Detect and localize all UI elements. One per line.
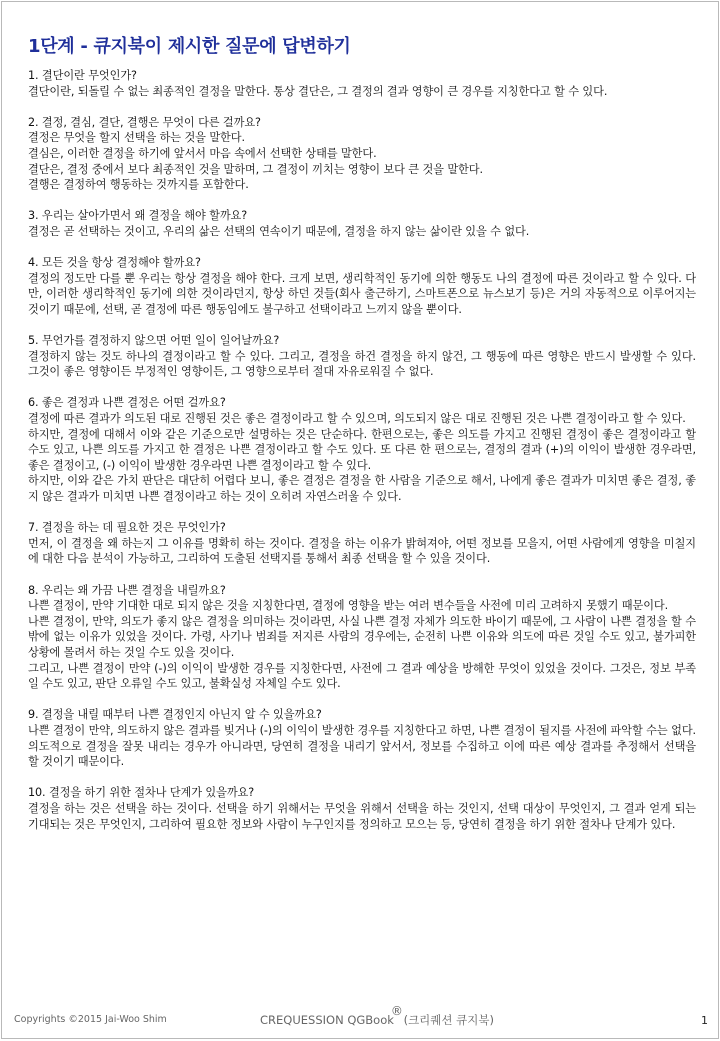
answer-paragraph: 결정하지 않는 것도 하나의 결정이라고 할 수 있다. 그리고, 결정을 하건 결정을 하지 않건, 그 행동에 따른 영향은 반드시 발생할 수 있다. 그것이 좋은 영향이든 부정적인 영향이든, 그 영향으로부터 절대 자유로워질 수 없다. [28, 349, 696, 379]
answer-paragraph: 결행은 결정하여 행동하는 것까지를 포함한다. [28, 178, 249, 192]
registered-mark: ® [390, 1004, 403, 1018]
answer-paragraph: 결정을 하는 것은 선택을 하는 것이다. 선택을 하기 위해서는 무엇을 위해서 선택을 하는 것인지, 선택 대상이 무엇인지, 그 결과 얻게 되는 기대되는 것은 무엇인지, 그리하여 필요한 정보와 사람이 누구인지를 정의하고 모으는 등, 당연히 결정을 하기 위한 절차나 단계가 있다. [28, 801, 696, 831]
answer-paragraph: 결심은, 이러한 결정을 하기에 앞서서 마음 속에서 선택한 상태를 말한다. [28, 146, 377, 160]
qa-item [28, 115, 696, 193]
qa-item [28, 785, 696, 832]
question: 4. 모든 것을 항상 결정해야 할까요? [28, 256, 201, 270]
qa-item [28, 208, 696, 239]
copyright-notice: Copyrights ©2015 Jai-Woo Shim [14, 1014, 167, 1025]
page-title: 1단계 - 큐지북이 제시한 질문에 답변하기 [28, 36, 351, 57]
question: 10. 결정을 하기 위한 절차나 단계가 있을까요? [28, 786, 255, 800]
question: 5. 무언가를 결정하지 않으면 어떤 일이 일어날까요? [28, 334, 280, 348]
answer-paragraph: 나쁜 결정이, 만약 기대한 대로 되지 않은 것을 지칭한다면, 결정에 영향을 받는 여러 변수들을 사전에 미리 고려하지 못했기 때문이다. [28, 599, 669, 613]
document-page [1, 1, 719, 1039]
qa-list [28, 68, 696, 848]
qa-item [28, 707, 696, 769]
answer-paragraph: 결단은, 결정 중에서 보다 최종적인 것을 말하며, 그 결정이 끼치는 영향이 보다 큰 것을 말한다. [28, 162, 483, 176]
qa-item [28, 583, 696, 692]
question: 2. 결정, 결심, 결단, 결행은 무엇이 다른 걸까요? [28, 115, 261, 129]
qa-item [28, 255, 696, 317]
qa-item [28, 520, 696, 567]
answer-paragraph: 나쁜 결정이, 만약, 의도가 좋지 않은 결정을 의미하는 것이라면, 사실 나쁜 결정 자체가 의도한 바이기 때문에, 그 사람이 나쁜 결정을 할 수 밖에 없는 이유가 있었을 것이다. 가령, 사기나 범죄를 저지른 사람의 경우에는, 순전히 나쁜 이유와 의도에 따른 것일 수도 있고, 불가피한 상황에 몰려서 하는 것일 수도 있을 것이다. [28, 614, 696, 659]
answer-paragraph: 결정의 정도만 다를 뿐 우리는 항상 결정을 해야 한다. 크게 보면, 생리학적인 동기에 의한 행동도 나의 결정에 따른 것이라고 할 수 있다. 다만, 이러한 생리학적인 동기에 의한 것이라던지, 항상 하던 것들(회사 출근하기, 스마트폰으로 뉴스보기 등)은 거의 자동적으로 이루어지는 것이기 때문에, 선택, 곧 결정에 따른 행동임에도 불구하고 선택이라고 느끼지 않을 뿐이다. [28, 271, 696, 316]
brand-korean: (크리퀘션 큐지북) [399, 1013, 494, 1027]
question: 1. 결단이란 무엇인가? [28, 69, 137, 82]
answer-paragraph: 하지만, 결정에 대해서 이와 같은 기준으로만 설명하는 것은 단순하다. 한편으로는, 좋은 의도를 가지고 진행된 결정이 좋은 결정이라고 할 수도 있고, 나쁜 의도를 가지고 한 결정은 나쁜 결정이라고 할 수도 있다. 또 다른 한 편으로는, 결정의 결과 (+)의 이익이 발생한 경우라면, 좋은 결정이고, (-) 이익이 발생한 경우라면 나쁜 결정이라고 할 수 있다. [28, 427, 696, 472]
answer-paragraph: 하지만, 이와 같은 가치 판단은 대단히 어렵다 보니, 좋은 결정은 결정을 한 사람을 기준으로 해서, 나에게 좋은 결과가 미치면 좋은 결정, 좋지 않은 결과가 미치면 나쁜 결정이라고 하는 것이 오히려 자연스러울 수 있다. [28, 474, 696, 504]
question: 6. 좋은 결정과 나쁜 결정은 어떤 걸까요? [28, 396, 226, 410]
answer-paragraph: 결정은 곧 선택하는 것이고, 우리의 삶은 선택의 연속이기 때문에, 결정을 하지 않는 삶이란 있을 수 없다. [28, 224, 530, 238]
answer-paragraph: 결정은 무엇을 할지 선택을 하는 것을 말한다. [28, 131, 245, 145]
question: 9. 결정을 내릴 때부터 나쁜 결정인지 아닌지 알 수 있을까요? [28, 708, 322, 722]
answer-paragraph: 그리고, 나쁜 결정이 만약 (-)의 이익이 발생한 경우를 지칭한다면, 사전에 그 결과 예상을 방해한 무엇이 있었을 것이다. 그것은, 정보 부족일 수도 있고, 판단 오류일 수도 있고, 불확실성 자체일 수도 있다. [28, 661, 696, 691]
brand-footer [260, 1004, 494, 1028]
question: 8. 우리는 왜 가끔 나쁜 결정을 내릴까요? [28, 583, 226, 597]
qa-item [28, 68, 696, 99]
answer-paragraph: 먼저, 이 결정을 왜 하는지 그 이유를 명확히 하는 것이다. 결정을 하는 이유가 밝혀져야, 어떤 정보를 모을지, 어떤 사람에게 영향을 미칠지에 대한 다음 분석이 가능하고, 그리하여 도출된 선택지를 통해서 최종 선택을 할 수 있을 것이다. [28, 536, 696, 566]
answer-paragraph: 결단이란, 되돌릴 수 없는 최종적인 결정을 말한다. 통상 결단은, 그 결정의 결과 영향이 큰 경우를 지칭한다고 할 수 있다. [28, 84, 608, 98]
brand-name: CREQUESSION QGBook [260, 1013, 394, 1027]
qa-item [28, 395, 696, 504]
qa-item [28, 333, 696, 380]
question: 3. 우리는 살아가면서 왜 결정을 해야 할까요? [28, 209, 248, 223]
page-number: 1 [701, 1014, 708, 1027]
question: 7. 결정을 하는 데 필요한 것은 무엇인가? [28, 521, 226, 535]
answer-paragraph: 결정에 따른 결과가 의도된 대로 진행된 것은 좋은 결정이라고 할 수 있으며, 의도되지 않은 대로 진행된 것은 나쁜 결정이라고 할 수 있다. [28, 412, 686, 426]
answer-paragraph: 나쁜 결정이 만약, 의도하지 않은 결과를 빚거나 (-)의 이익이 발생한 경우를 지칭한다고 하면, 나쁜 결정이 될지를 사전에 파악할 수는 없다. 의도적으로 결정을 잘못 내리는 경우가 아니라면, 당연히 결정을 내리기 앞서서, 정보를 수집하고 이에 따른 예상 결과를 추정해서 선택을 할 것이기 때문이다. [28, 723, 696, 769]
